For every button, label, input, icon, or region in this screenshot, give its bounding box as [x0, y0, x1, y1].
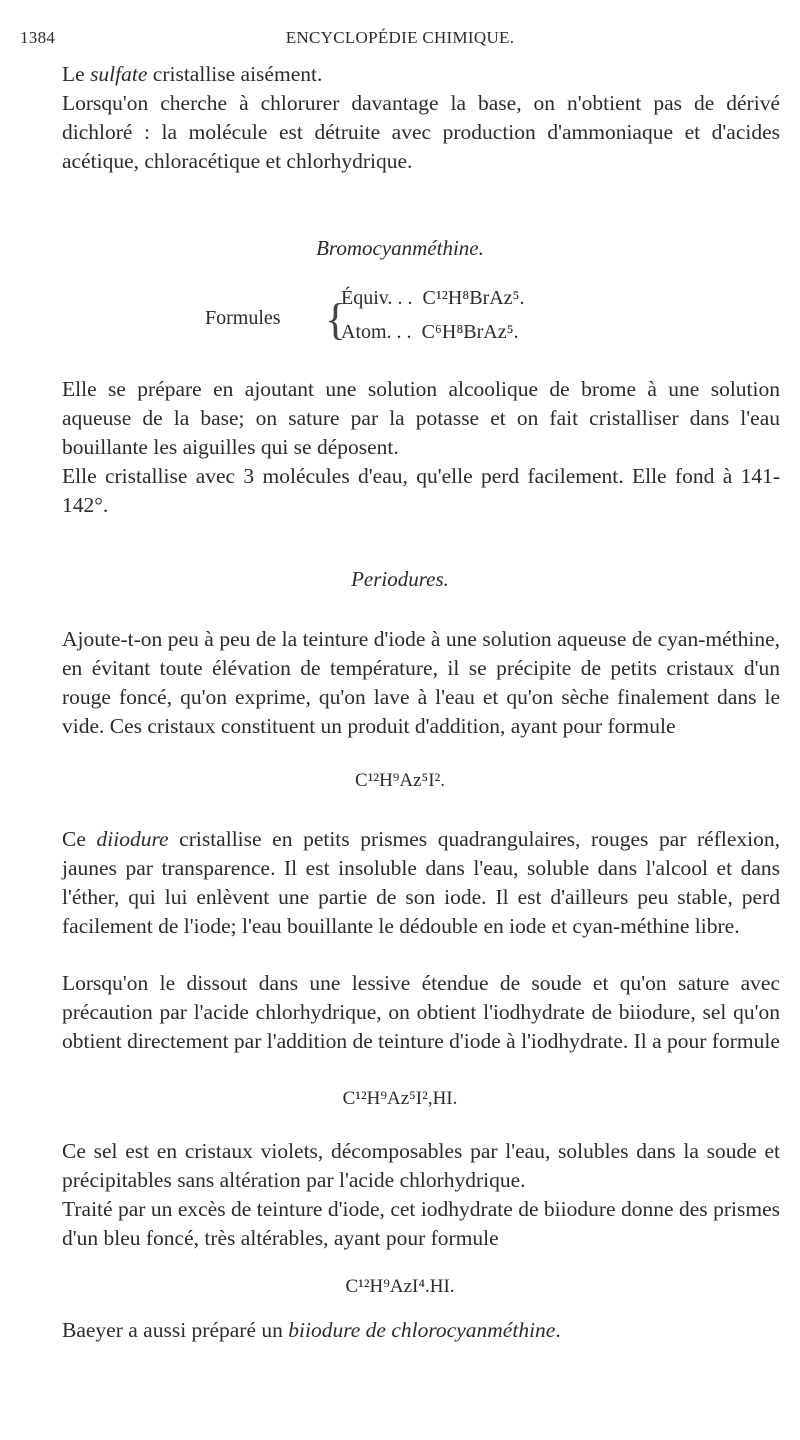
paragraph-crystallisation: Elle cristallise avec 3 molécules d'eau, qu'elle perd facilement. Elle fond à 141-142°. — [62, 464, 780, 517]
paragraph-sulfate: Le sulfate cristallise aisément. — [62, 62, 323, 86]
formula-periodure: C¹²H⁹AzI⁴.HI. — [345, 1276, 455, 1297]
paragraph-iodine: Ajoute-t-on peu à peu de la teinture d'iode à une solution aqueuse de cyan-méthine, en évitant toute élévation de température, il se précipite de petits cristaux d'un rouge foncé, qu'on exprime, qu'on lave à l'eau et qu'on sèche finalement dans le vide. Ces cristaux constituent un produit d'addition, ayant pour formule — [62, 627, 780, 738]
paragraph-excess-iodine: Traité par un excès de teinture d'iode, cet iodhydrate de biiodure donne des prismes d'un bleu foncé, très altérables, ayant pour formule — [62, 1197, 780, 1250]
running-title: ENCYCLOPÉDIE CHIMIQUE. — [285, 28, 515, 47]
heading-bromocyanmethine: Bromocyanméthine. — [316, 236, 484, 260]
formulae-block — [205, 285, 605, 365]
paragraph-violet-crystals: Ce sel est en cristaux violets, décomposables par l'eau, solubles dans la soude et précipitables sans altération par l'acide chlorhydrique. — [62, 1139, 780, 1192]
paragraph-baeyer: Baeyer a aussi préparé un biiodure de chlorocyanméthine. — [62, 1318, 561, 1342]
formula-row-equiv: Équiv. . . C¹²H⁸BrAz⁵. — [341, 287, 525, 309]
formula-diiodure: C¹²H⁹Az⁵I². — [355, 770, 445, 791]
heading-periodures: Periodures. — [351, 567, 449, 591]
brace: { — [325, 295, 347, 344]
paragraph-iodhydrate: Lorsqu'on le dissout dans une lessive étendue de soude et qu'on sature avec précaution par l'acide chlorhydrique, on obtient l'iodhydrate de biiodure, sel qu'on obtient directement par l'addition de teinture d'iode à l'iodhydrate. Il a pour formule — [62, 971, 780, 1053]
formula-iodhydrate: C¹²H⁹Az⁵I²,HI. — [342, 1088, 458, 1109]
running-header — [20, 28, 780, 58]
formula-row-atom: Atom. . . C⁶H⁸BrAz⁵. — [341, 321, 519, 343]
page-number: 1384 — [20, 28, 56, 47]
emphasis-diiodure: diiodure — [96, 827, 169, 851]
paragraph-preparation: Elle se prépare en ajoutant une solution alcoolique de brome à une solution aqueuse de la base; on sature par la potasse et on fait cristalliser dans l'eau bouillante les aiguilles qui se déposent. — [62, 377, 780, 459]
formulae-label: Formules — [205, 307, 281, 329]
emphasis-biiodure: biiodure de chlorocyanméthine — [288, 1318, 556, 1342]
paragraph-diiodure: Ce diiodure cristallise en petits prismes quadrangulaires, rouges par réflexion, jaunes par transparence. Il est insoluble dans l'eau, soluble dans l'alcool et dans l'éther, qui lui enlèvent une partie de son iode. Il est d'ailleurs peu stable, perd facilement de l'iode; l'eau bouillante le dédouble en iode et cyan-méthine libre. — [62, 827, 780, 938]
paragraph-chlorination: Lorsqu'on cherche à chlorurer davantage la base, on n'obtient pas de dérivé dichloré : la molécule est détruite avec production d'ammoniaque et d'acides acétique, chloracétique et chlorhydrique. — [62, 91, 780, 173]
emphasis-sulfate: sulfate — [90, 62, 148, 86]
